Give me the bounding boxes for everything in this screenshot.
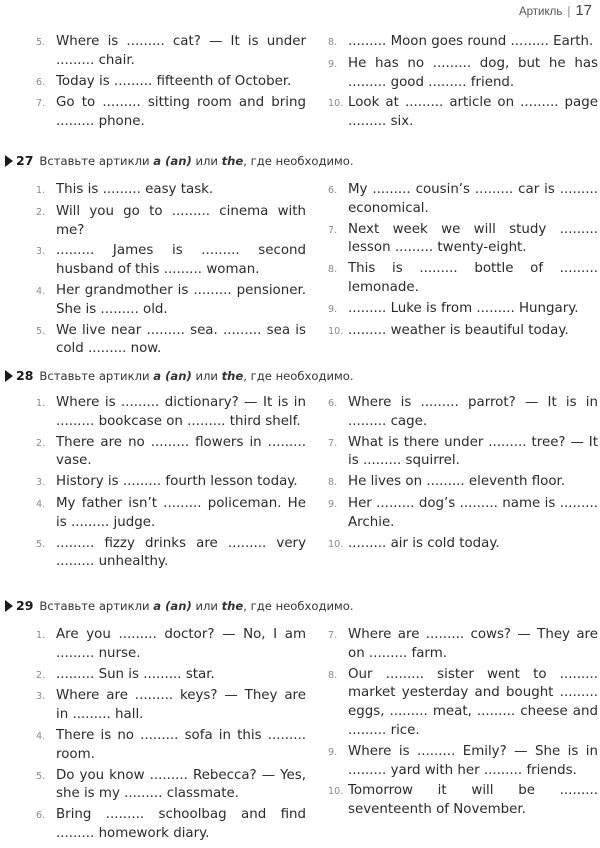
exercise-item (328, 94, 598, 132)
item-number: 5. (36, 325, 46, 337)
exercise-item (328, 55, 598, 93)
exercise-item (36, 434, 306, 472)
item-sentence: Where is ......... Emily? — She is in ......... yard with her ......... friends. (348, 743, 598, 778)
item-sentence: Our ......... sister went to ......... market yesterday and bought ......... eggs, ......... meat, ......... cheese and ......... rice. (348, 666, 598, 738)
item-number: 9. (328, 58, 338, 70)
exercise-number: 28 (16, 368, 34, 383)
exercise-item (328, 322, 598, 342)
item-sentence: My father isn’t ......... policeman. He is ......... judge. (56, 495, 306, 530)
item-number: 4. (36, 285, 46, 297)
item-sentence: Where is ......... cat? — It is under ......... chair. (56, 34, 306, 68)
item-number: 10. (328, 325, 344, 337)
item-number: 3. (36, 477, 46, 489)
triangle-arrow-icon (5, 155, 13, 167)
item-number: 4. (36, 730, 46, 742)
exercise-item (36, 242, 306, 280)
item-sentence: What is there under ......... tree? — It is ......... squirrel. (348, 434, 598, 469)
header-separator: | (567, 6, 571, 18)
exercise-item (328, 181, 598, 219)
exercise-item (36, 181, 306, 201)
item-sentence: ......... fizzy drinks are ......... very ......... unhealthy. (56, 535, 306, 570)
exercise-item (328, 260, 598, 298)
instruction-text: Вставьте артикли (39, 368, 150, 383)
item-number: 8. (328, 264, 338, 276)
item-number: 10. (328, 538, 344, 550)
instruction-or: или (195, 153, 218, 168)
running-head (519, 2, 592, 19)
item-sentence: ......... weather is beautiful today. (348, 322, 569, 338)
right-column (328, 181, 598, 361)
exercise-28-header (5, 368, 354, 383)
item-number: 9. (328, 303, 338, 315)
item-sentence: Next week we will study ......... lesson ......... twenty-eight. (348, 221, 598, 256)
exercise-item (36, 666, 306, 686)
exercise-number: 29 (16, 598, 34, 613)
exercise-item (36, 687, 306, 725)
item-number: 10. (328, 786, 344, 798)
instruction-tail: , где необходимо. (243, 598, 354, 613)
item-number: 8. (328, 477, 338, 489)
right-column (328, 33, 598, 134)
triangle-arrow-icon (5, 370, 13, 382)
instruction-text: Вставьте артикли (39, 153, 150, 168)
item-sentence: There is no ......... sofa in this ......... room. (56, 727, 306, 762)
exercise-item (36, 767, 306, 805)
exercise-item (36, 535, 306, 573)
article-the: the (221, 368, 244, 383)
item-sentence: My ......... cousin’s ......... car is ......... economical. (348, 182, 598, 216)
item-sentence: ......... air is cold today. (348, 535, 500, 551)
exercise-item (328, 394, 598, 432)
item-number: 9. (328, 498, 338, 510)
item-sentence: This is ......... easy task. (56, 182, 214, 197)
exercise-item (328, 535, 598, 555)
article-a: a (an) (153, 598, 192, 613)
item-sentence: Are you ......... doctor? — No, I am ......... nurse. (56, 627, 306, 661)
item-number: 7. (328, 437, 338, 449)
item-sentence: Where is ......... dictionary? — It is in ......... bookcase on ......... third shelf. (56, 395, 306, 429)
item-sentence: This is ......... bottle of ......... lemonade. (348, 261, 598, 295)
item-number: 1. (36, 185, 46, 196)
exercise-item (328, 495, 598, 533)
item-sentence: Look at ......... article on ......... page ......... six. (348, 95, 598, 130)
item-sentence: Where are ......... cows? — They are on ......... farm. (348, 627, 598, 661)
item-number: 9. (328, 746, 338, 758)
item-number: 5. (36, 37, 46, 48)
article-the: the (221, 598, 244, 613)
item-number: 7. (36, 98, 46, 110)
right-column (328, 394, 598, 574)
exercise-29-header (5, 598, 354, 613)
exercise-27-body (0, 181, 600, 361)
left-column (36, 181, 306, 361)
item-sentence: There are no ......... flowers in ......... vase. (56, 434, 306, 469)
article-a: a (an) (153, 153, 192, 168)
instruction-tail: , где необходимо. (243, 153, 354, 168)
item-number: 1. (36, 398, 46, 409)
exercise-27-header (5, 153, 354, 168)
left-column (36, 33, 306, 134)
item-sentence: Go to ......... sitting room and bring ......... phone. (56, 95, 306, 130)
item-number: 2. (36, 206, 46, 218)
right-column (328, 626, 598, 846)
exercise-item (36, 727, 306, 765)
exercise-item (36, 473, 306, 493)
exercise-item (328, 782, 598, 820)
item-sentence: History is ......... fourth lesson today. (56, 474, 298, 490)
item-number: 6. (328, 185, 338, 196)
item-number: 5. (36, 538, 46, 550)
page-number: 17 (575, 2, 592, 19)
item-sentence: Her ......... dog’s ......... name is ......... Archie. (348, 495, 598, 530)
exercise-item (36, 73, 306, 93)
exercise-item (36, 495, 306, 533)
item-sentence: ......... James is ......... second husband of this ......... woman. (56, 243, 306, 278)
left-column (36, 626, 306, 846)
item-sentence: Tomorrow it will be ......... seventeenth of November. (348, 783, 598, 818)
exercise-item (36, 806, 306, 844)
item-number: 2. (36, 437, 46, 449)
exercise-item (328, 743, 598, 781)
item-number: 7. (328, 630, 338, 641)
instruction-or: или (195, 368, 218, 383)
exercise-26-continuation (0, 33, 600, 134)
item-number: 6. (36, 76, 46, 88)
item-number: 3. (36, 691, 46, 703)
item-number: 6. (36, 810, 46, 822)
item-sentence: He lives on ......... eleventh floor. (348, 474, 566, 490)
exercise-item (36, 322, 306, 360)
item-number: 6. (328, 398, 338, 409)
item-number: 2. (36, 669, 46, 681)
left-column (36, 394, 306, 574)
triangle-arrow-icon (5, 600, 13, 612)
exercise-item (36, 203, 306, 241)
instruction-or: или (195, 598, 218, 613)
item-sentence: He has no ......... dog, but he has ......... good ......... friend. (348, 55, 598, 90)
exercise-item (36, 626, 306, 664)
section-title: Артикль (518, 6, 563, 18)
instruction-text: Вставьте артикли (39, 598, 150, 613)
item-sentence: ......... Moon goes round ......... Earth. (348, 34, 594, 49)
item-sentence: Bring ......... schoolbag and find ......... homework diary. (56, 807, 306, 841)
exercise-item (36, 94, 306, 132)
exercise-28-body (0, 394, 600, 574)
exercise-item (36, 282, 306, 320)
item-sentence: Where are ......... keys? — They are in ......... hall. (56, 688, 306, 723)
exercise-item (328, 473, 598, 493)
item-number: 10. (328, 98, 344, 110)
exercise-item (328, 221, 598, 259)
item-sentence: Will you go to ......... cinema with me? (56, 203, 306, 238)
item-sentence: ......... Sun is ......... star. (56, 666, 215, 682)
item-number: 7. (328, 224, 338, 236)
item-sentence: Today is ......... fifteenth of October. (56, 73, 292, 89)
exercise-number: 27 (16, 153, 34, 168)
exercise-item (328, 666, 598, 741)
item-number: 3. (36, 246, 46, 258)
exercise-item (328, 33, 598, 53)
item-sentence: Where is ......... parrot? — It is in ......... cage. (348, 395, 598, 429)
item-sentence: Do you know ......... Rebecca? — Yes, she is my ......... classmate. (56, 767, 306, 802)
exercise-item (328, 434, 598, 472)
exercise-item (328, 626, 598, 664)
instruction-tail: , где необходимо. (243, 368, 354, 383)
exercise-item (36, 394, 306, 432)
exercise-item (328, 300, 598, 320)
item-sentence: We live near ......... sea. ......... sea is cold ......... now. (56, 322, 306, 357)
exercise-item (36, 33, 306, 71)
item-number: 4. (36, 498, 46, 510)
exercise-29-body (0, 626, 600, 846)
item-sentence: ......... Luke is from ......... Hungary. (348, 300, 579, 316)
item-number: 8. (328, 669, 338, 681)
article-the: the (221, 153, 244, 168)
item-number: 8. (328, 37, 338, 48)
article-a: a (an) (153, 368, 192, 383)
item-sentence: Her grandmother is ......... pensioner. She is ......... old. (56, 282, 306, 317)
item-number: 1. (36, 630, 46, 641)
item-number: 5. (36, 770, 46, 782)
